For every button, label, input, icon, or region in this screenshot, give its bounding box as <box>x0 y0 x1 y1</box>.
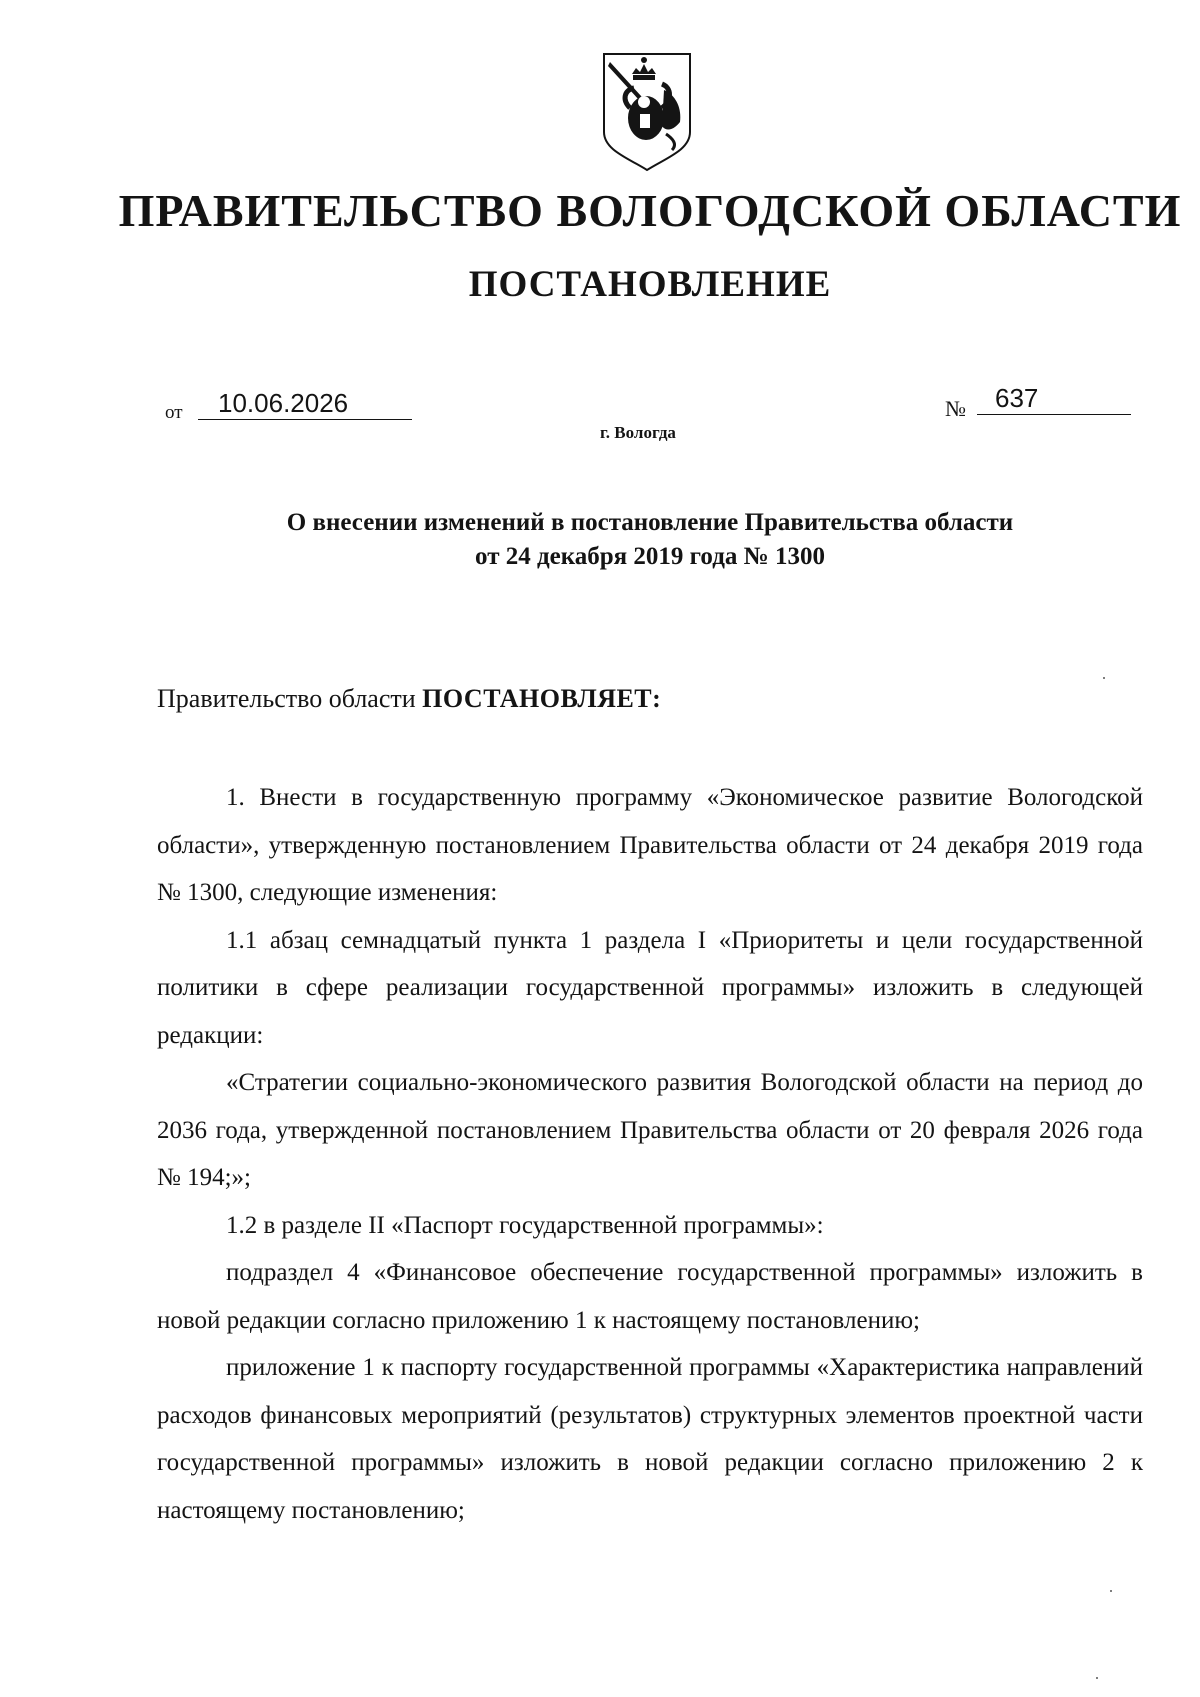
scan-speck <box>1096 1677 1098 1679</box>
scan-speck <box>1110 1590 1112 1592</box>
subject-line: О внесении изменений в постановление Правительства области <box>286 509 1014 536</box>
resolution-intro <box>157 684 661 714</box>
paragraph: 1. Внести в государственную программу «Экономическое развитие Вологодской области», утвержденную постановлением Правительства области от 24 декабря 2019 года № 1300, следующие изменения: <box>157 784 1143 906</box>
document-body <box>157 774 1143 1534</box>
scan-speck <box>1103 677 1105 679</box>
paragraph: 1.2 в разделе II «Паспорт государственной программы»: <box>226 1211 824 1239</box>
document-date: 10.06.2026 <box>198 387 412 420</box>
document-subject <box>150 506 1150 574</box>
paragraph: подраздел 4 «Финансовое обеспечение государственной программы» изложить в новой редакции согласно приложению 1 к настоящему постановлению; <box>157 1259 1143 1334</box>
government-title: ПРАВИТЕЛЬСТВО ВОЛОГОДСКОЙ ОБЛАСТИ <box>118 185 1182 236</box>
subject-line: от 24 декабря 2019 года № 1300 <box>475 543 825 570</box>
date-label: от <box>165 402 183 423</box>
document-number: 637 <box>977 382 1131 415</box>
coat-of-arms-icon <box>600 50 694 172</box>
number-label: № <box>945 396 966 421</box>
document-type: ПОСТАНОВЛЕНИЕ <box>468 264 832 305</box>
paragraph: 1.1 абзац семнадцатый пункта 1 раздела I «Приоритеты и цели государственной политики в сфере реализации государственной программы» изложить в следующей редакции: <box>157 926 1143 1049</box>
intro-prefix: Правительство области <box>157 684 423 713</box>
paragraph: «Стратегии социально-экономического развития Вологодской области на период до 2036 года, утвержденной постановлением Правительства области от 20 февраля 2026 года № 194;»; <box>157 1069 1143 1191</box>
city-name: г. Вологда <box>600 423 676 442</box>
paragraph: приложение 1 к паспорту государственной программы «Характеристика направлений расходов финансовых мероприятий (результатов) структурных элементов проектной части государственной программы» изложить в новой редакции согласно приложению 2 к настоящему постановлению; <box>157 1354 1143 1524</box>
intro-keyword: ПОСТАНОВЛЯЕТ: <box>422 684 662 713</box>
